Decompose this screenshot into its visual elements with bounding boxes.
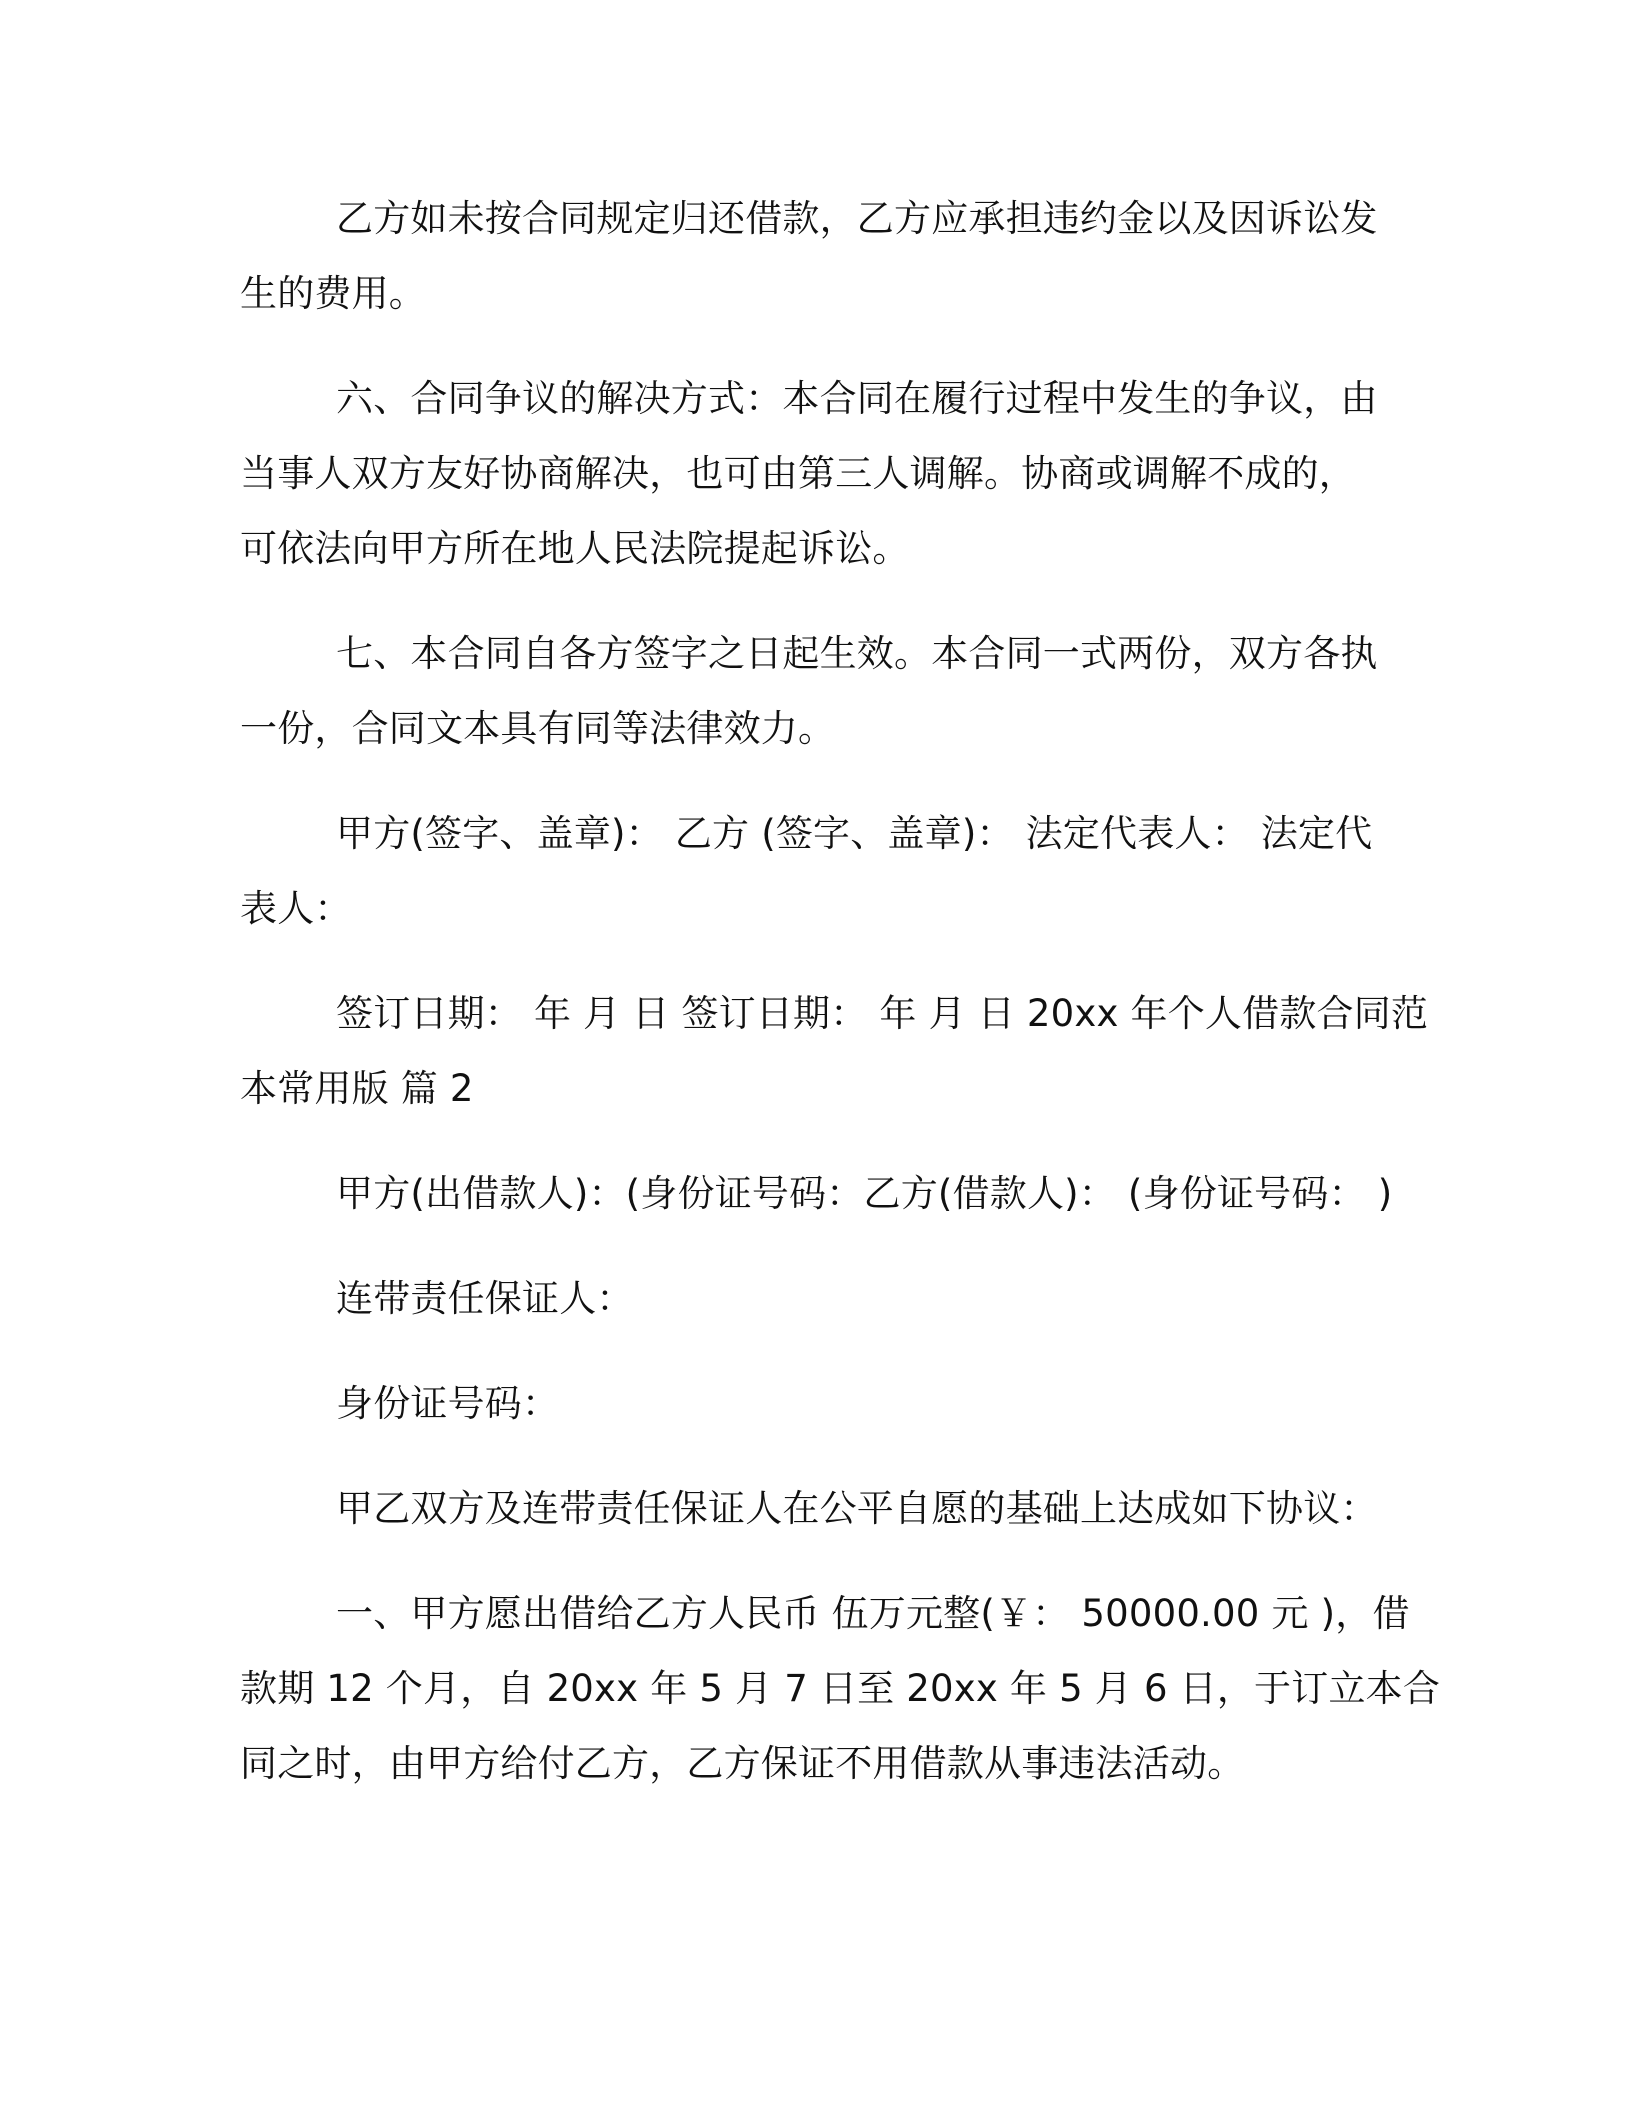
text-line: 连带责任保证人： (336, 1277, 634, 1320)
text-line: 签订日期： 年 月 日 签订日期： 年 月 日 20xx 年个人借款合同范 (336, 992, 1429, 1035)
text-line: 甲方(签字、盖章)： 乙方 (签字、盖章)： 法定代表人： 法定代 (336, 812, 1373, 855)
text-line: 当事人双方友好协商解决，也可由第三人调解。协商或调解不成的， (240, 452, 1356, 495)
text-line: 本常用版 篇 2 (240, 1067, 474, 1110)
text-line: 可依法向甲方所在地人民法院提起诉讼。 (240, 527, 910, 570)
text-line: 一份，合同文本具有同等法律效力。 (240, 707, 836, 750)
text-line: 款期 12 个月，自 20xx 年 5 月 7 日至 20xx 年 5 月 6 日，于订立本合 (240, 1667, 1441, 1710)
text-line: 甲乙双方及连带责任保证人在公平自愿的基础上达成如下协议： (336, 1487, 1378, 1530)
text-line: 同之时，由甲方给付乙方，乙方保证不用借款从事违法活动。 (240, 1742, 1245, 1785)
text-line: 乙方如未按合同规定归还借款，乙方应承担违约金以及因诉讼发 (336, 197, 1378, 240)
text-line: 身份证号码： (336, 1382, 560, 1425)
text-line: 六、合同争议的解决方式：本合同在履行过程中发生的争议，由 (336, 377, 1378, 420)
text-line: 甲方(出借款人)：(身份证号码：乙方(借款人)： (身份证号码： ) (336, 1172, 1393, 1215)
text-line: 表人： (240, 887, 352, 930)
text-line: 生的费用。 (240, 272, 426, 315)
text-line: 七、本合同自各方签字之日起生效。本合同一式两份，双方各执 (336, 632, 1378, 675)
text-line: 一、甲方愿出借给乙方人民币 伍万元整(￥： 50000.00 元 )，借 (336, 1592, 1410, 1635)
